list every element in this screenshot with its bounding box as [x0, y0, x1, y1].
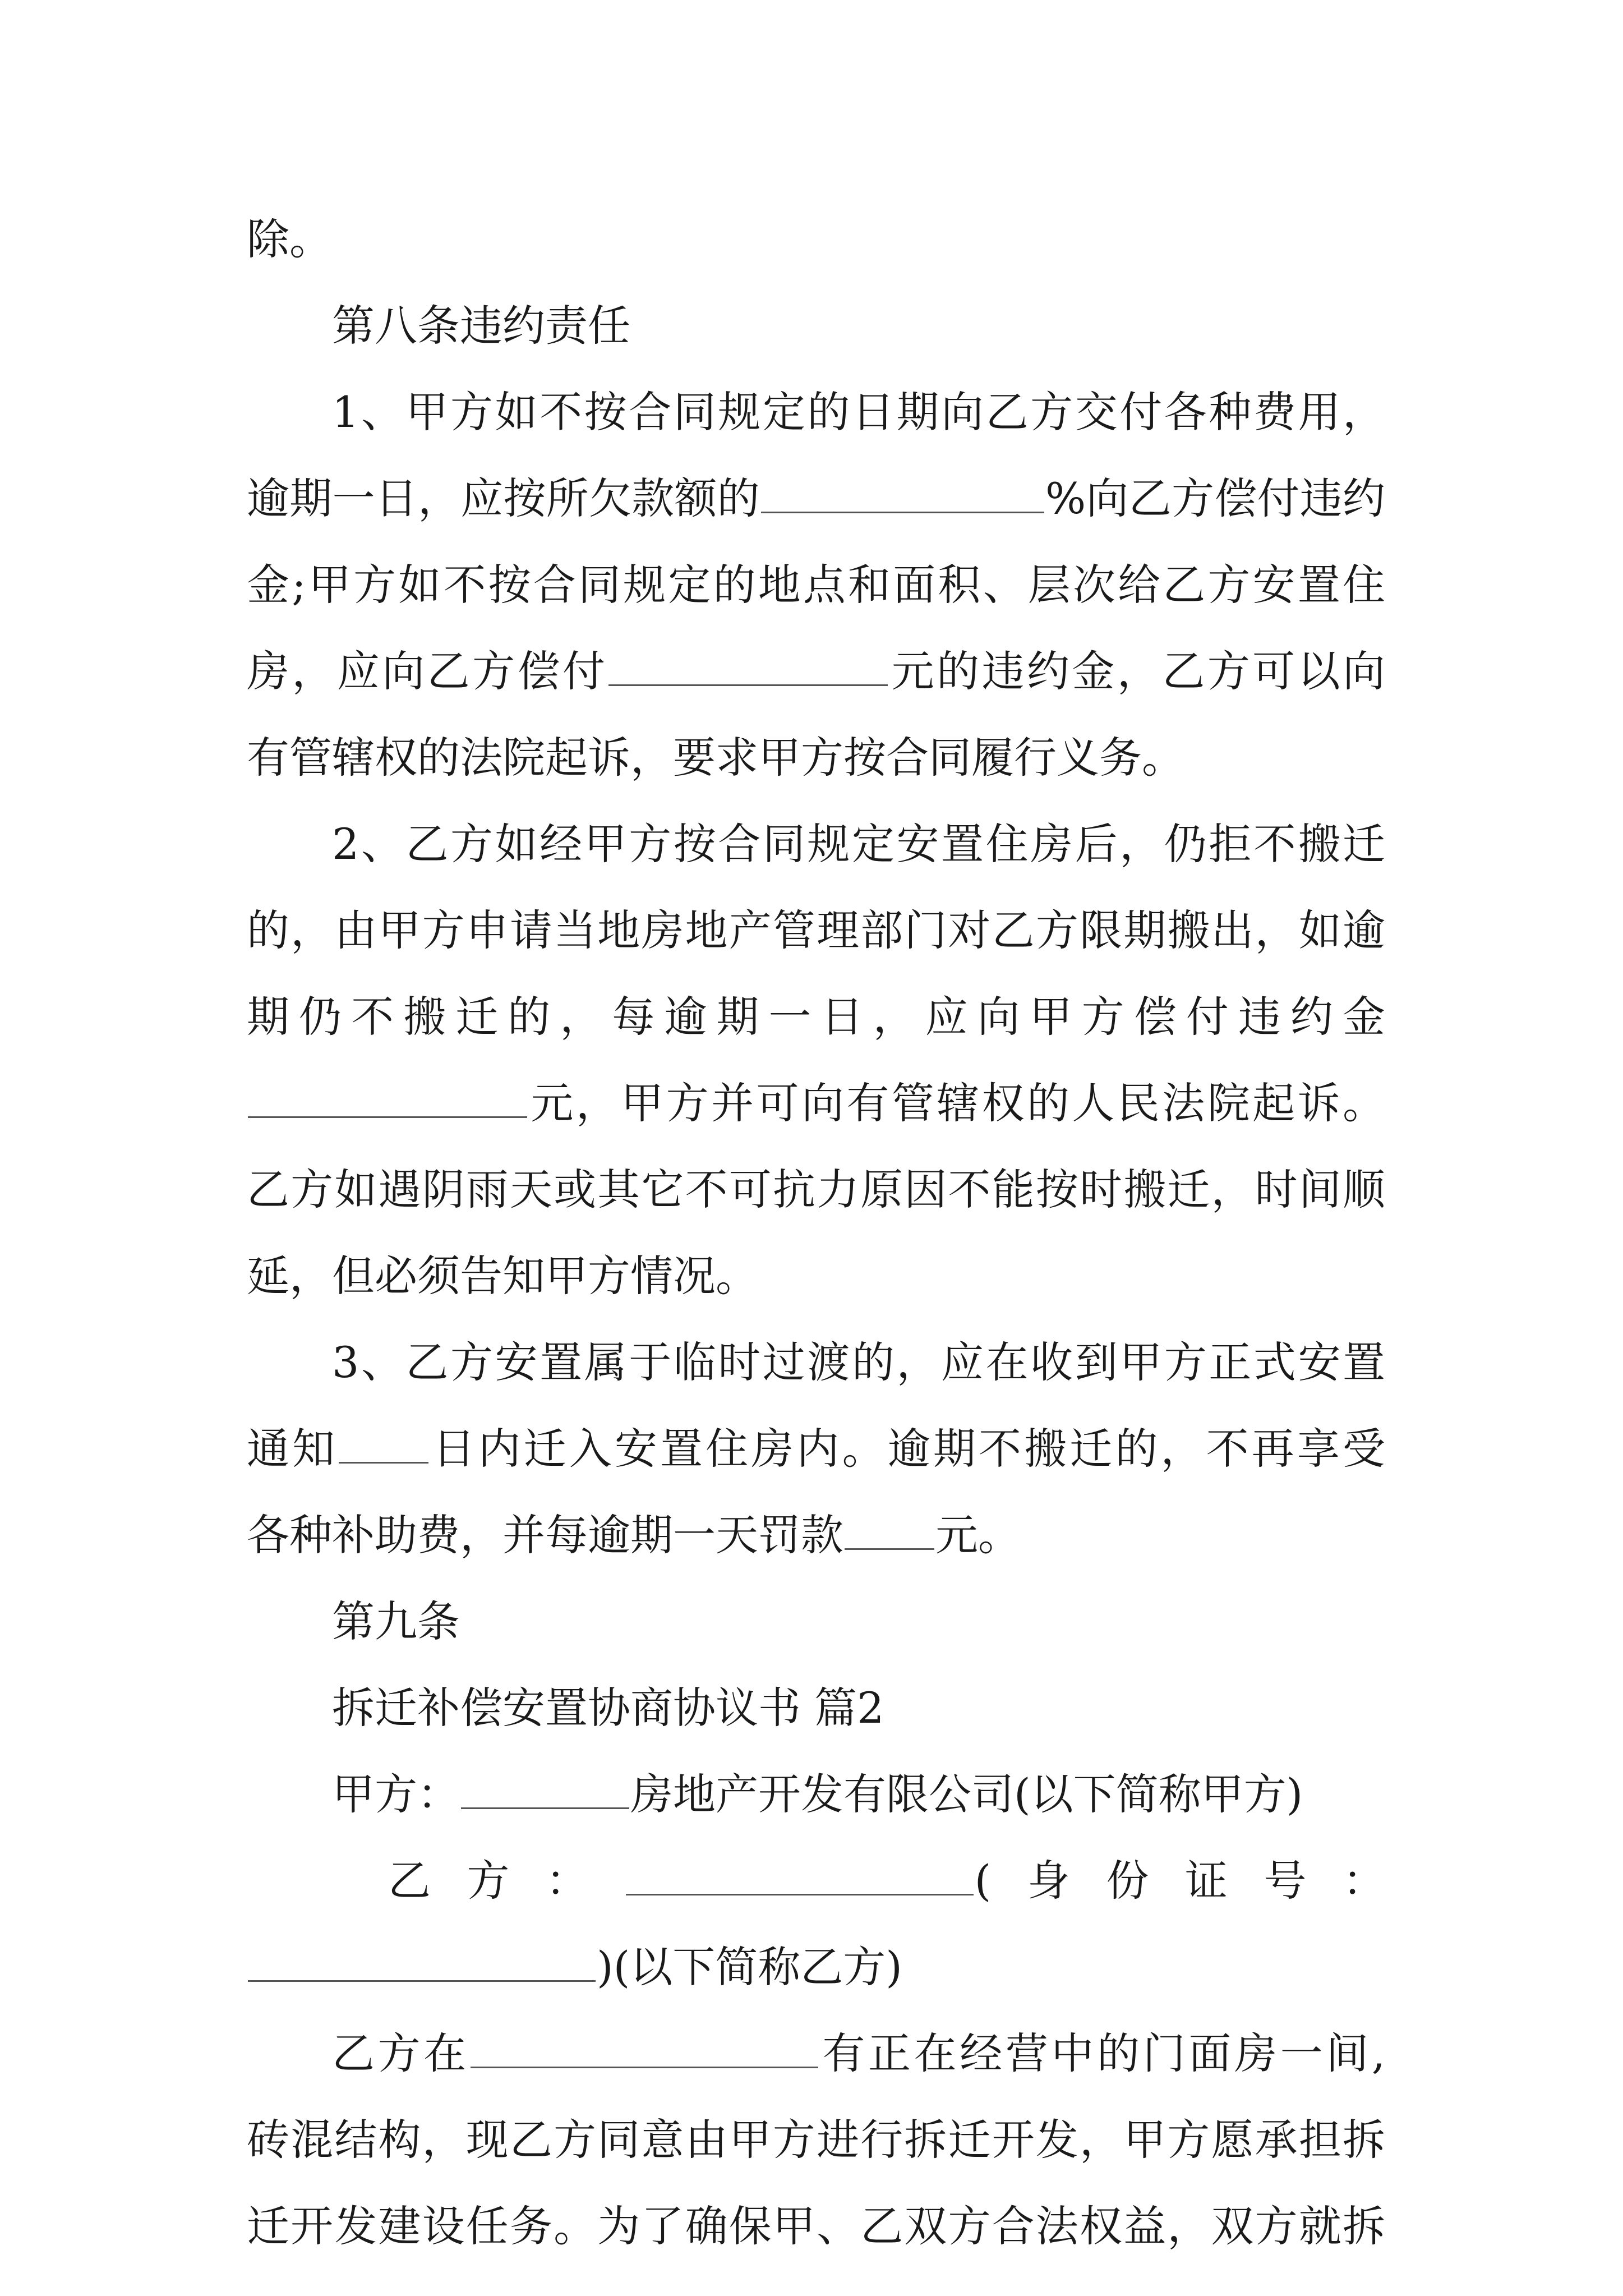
fill-blank [339, 1423, 428, 1464]
document-subtitle: 拆迁补偿安置协商协议书 篇2 [332, 1683, 884, 1733]
paragraph-line: 延，但必须告知甲方情况。 [247, 1251, 758, 1301]
section-heading-article-9: 第九条 [332, 1596, 460, 1646]
paragraph-line: 期仍不搬迁的，每逾期一日，应向甲方偿付违约金 [247, 992, 1385, 1042]
paragraph-line: 的，由甲方申请当地房地产管理部门对乙方限期搬出，如逾 [247, 905, 1385, 955]
paragraph-line: 除。 [247, 214, 332, 264]
paragraph-line: 乙方如遇阴雨天或其它不可抗力原因不能按时搬迁，时间顺 [247, 1165, 1385, 1214]
party-a-line: 甲方： 房地产开发有限公司(以下简称甲方) [332, 1769, 1303, 1819]
paragraph-line: 砖混结构，现乙方同意由甲方进行拆迁开发，甲方愿承担拆 [247, 2115, 1385, 2165]
paragraph-line: 1、甲方如不按合同规定的日期向乙方交付各种费用， [332, 387, 1385, 437]
fill-blank [761, 472, 1044, 513]
paragraph-line: 有管辖权的法院起诉，要求甲方按合同履行义务。 [247, 733, 1184, 783]
paragraph-line: 逾期一日，应按所欠款额的 %向乙方偿付违约 [247, 473, 1385, 523]
paragraph-line: 金;甲方如不按合同规定的地点和面积、层次给乙方安置住 [247, 560, 1385, 610]
paragraph-line: 各种补助费，并每逾期一天罚款 元。 [247, 1510, 1021, 1560]
fill-blank [608, 645, 888, 686]
section-heading-article-8: 第八条违约责任 [332, 301, 630, 351]
fill-blank [845, 1509, 934, 1550]
paragraph-line: 迁开发建设任务。为了确保甲、乙双方合法权益，双方就拆 [247, 2201, 1385, 2251]
paragraph-line: 3、乙方安置属于临时过渡的，应在收到甲方正式安置 [332, 1337, 1385, 1387]
paragraph-line: 乙方在 有正在经营中的门面房一间, [332, 2028, 1385, 2078]
fill-blank [248, 1941, 596, 1982]
fill-blank [248, 1077, 527, 1118]
fill-blank [626, 1855, 974, 1895]
document-body [247, 196, 1385, 2270]
fill-blank [461, 1768, 629, 1809]
paragraph-line: 房，应向乙方偿付 元的违约金，乙方可以向 [247, 646, 1385, 696]
fill-blank [471, 2027, 818, 2068]
party-b-id-line: )(以下简称乙方) [247, 1924, 1385, 2010]
paragraph-line: 通知 日内迁入安置住房内。逾期不搬迁的，不再享受 [247, 1424, 1385, 1474]
party-b-line: 乙方： (身份证号： [388, 1856, 1385, 1906]
paragraph-line: 元，甲方并可向有管辖权的人民法院起诉。 [247, 1060, 1385, 1147]
paragraph-line: 2、乙方如经甲方按合同规定安置住房后，仍拒不搬迁 [332, 819, 1385, 869]
